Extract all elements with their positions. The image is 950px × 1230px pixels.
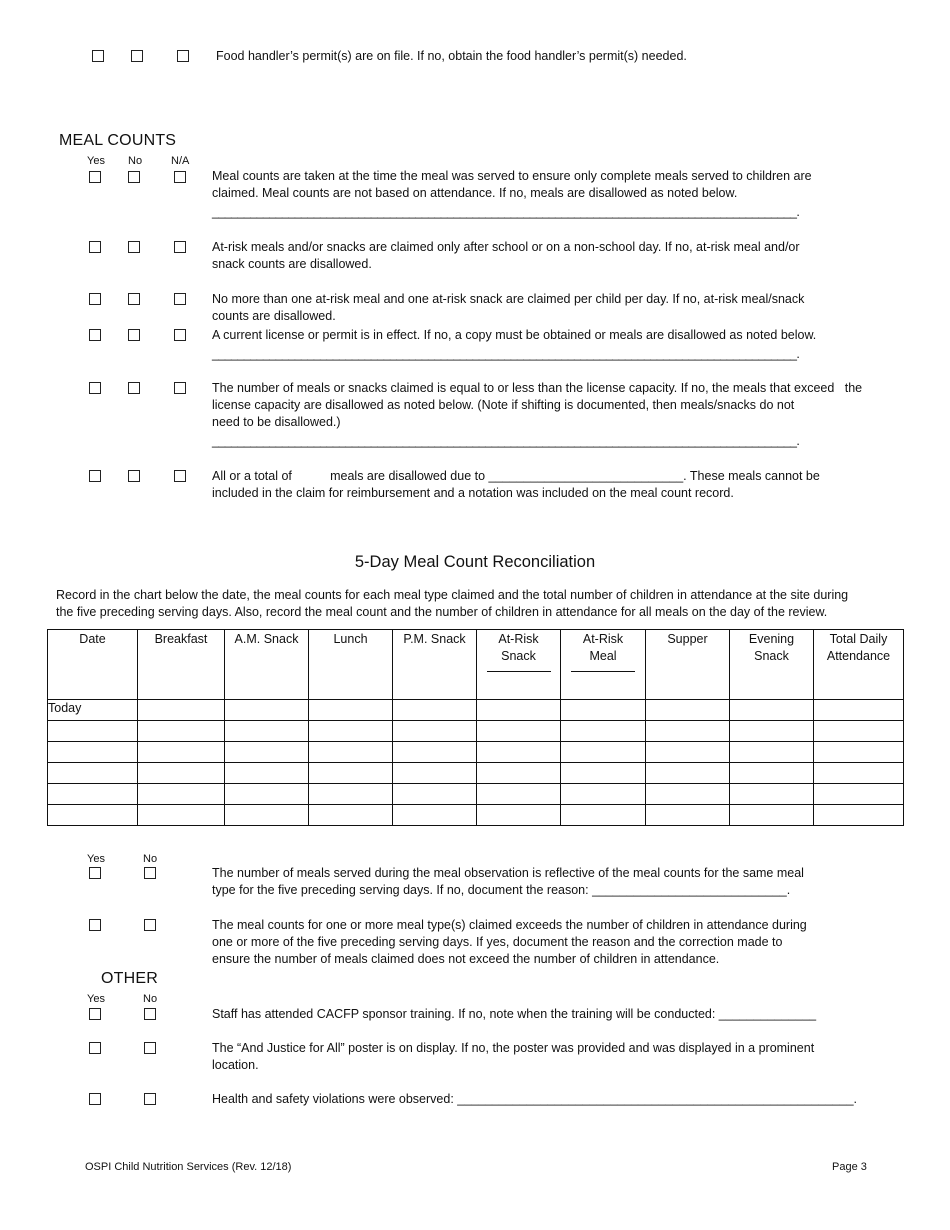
table-cell[interactable]	[225, 700, 309, 721]
other-item-2-line1: The “And Justice for All” poster is on display. If no, the poster was provided and was displayed in a prominent	[212, 1041, 815, 1055]
reconciliation-item-1-line1: The number of meals served during the meal observation is reflective of the meal counts for the same meal	[212, 866, 804, 880]
meal-counts-item-4-no-checkbox[interactable]	[128, 329, 140, 341]
meal-counts-item-6-no-checkbox[interactable]	[128, 470, 140, 482]
meal-counts-item-4-yes-checkbox[interactable]	[89, 329, 101, 341]
table-cell[interactable]	[561, 721, 646, 742]
table-row	[48, 700, 904, 721]
meal-counts-item-5-na-checkbox[interactable]	[174, 382, 186, 394]
table-cell[interactable]	[138, 742, 225, 763]
meal-counts-item-3-line1: No more than one at-risk meal and one at-risk snack are claimed per child per day. If no, at-risk meal/snack	[212, 292, 805, 306]
table-cell[interactable]	[138, 721, 225, 742]
table-cell[interactable]	[477, 700, 561, 721]
meal-counts-item-4-na-checkbox[interactable]	[174, 329, 186, 341]
table-cell[interactable]	[477, 784, 561, 805]
table-cell[interactable]	[646, 700, 730, 721]
meal-counts-yes-header: Yes	[87, 155, 105, 167]
table-cell[interactable]	[477, 742, 561, 763]
other-yes-header: Yes	[87, 993, 105, 1005]
meal-counts-item-4-line1: A current license or permit is in effect. If no, a copy must be obtained or meals are disallowed as noted below.	[212, 328, 817, 342]
other-no-header: No	[143, 993, 158, 1005]
col-header-evening-snack: Evening Snack	[730, 630, 814, 700]
table-cell[interactable]	[730, 784, 814, 805]
permit-na-checkbox[interactable]	[177, 50, 189, 62]
reconciliation-item-2-line3: ensure the number of meals claimed does not exceed the number of children in attendance.	[212, 952, 720, 966]
table-cell[interactable]	[138, 805, 225, 826]
meal-counts-item-6-line1: All or a total of meals are disallowed due to ____________________________. These meals cannot be	[212, 469, 820, 483]
meal-counts-item-1-yes-checkbox[interactable]	[89, 171, 101, 183]
table-cell[interactable]	[48, 721, 138, 742]
table-cell[interactable]	[561, 763, 646, 784]
footer-page-number: Page 3	[832, 1161, 867, 1173]
other-item-3-line1: Health and safety violations were observed: _________________________________________________________.	[212, 1092, 858, 1106]
table-cell[interactable]	[309, 700, 393, 721]
meal-counts-item-1-line2: claimed. Meal counts are not based on attendance. If no, meals are disallowed as noted below.	[212, 186, 738, 200]
col-header-am-snack: A.M. Snack	[225, 630, 309, 700]
table-cell[interactable]	[730, 742, 814, 763]
table-cell[interactable]	[393, 805, 477, 826]
table-cell[interactable]	[730, 700, 814, 721]
table-row	[48, 721, 904, 742]
reconciliation-no-header: No	[143, 853, 158, 865]
reconciliation-intro-line2: the five preceding serving days. Also, record the meal count and the number of children in attendance for all meals on the day of the review.	[56, 605, 828, 619]
col-header-total-daily-attendance: Total Daily Attendance	[814, 630, 904, 700]
meal-counts-item-4-blank: ____________________________________________________________________________________________.	[212, 347, 800, 361]
reconciliation-item-2-no-checkbox[interactable]	[144, 919, 156, 931]
permit-text: Food handler’s permit(s) are on file. If no, obtain the food handler’s permit(s) needed.	[216, 49, 687, 63]
table-cell[interactable]	[814, 805, 904, 826]
other-item-1-line1: Staff has attended CACFP sponsor training. If no, note when the training will be conducted: ______________	[212, 1007, 817, 1021]
table-cell[interactable]	[309, 784, 393, 805]
reconciliation-item-2-line1: The meal counts for one or more meal type(s) claimed exceeds the number of children in attendance during	[212, 918, 807, 932]
col-header-supper: Supper	[646, 630, 730, 700]
table-cell[interactable]	[393, 763, 477, 784]
table-cell[interactable]	[48, 763, 138, 784]
table-cell[interactable]	[309, 805, 393, 826]
meal-counts-na-header: N/A	[171, 155, 190, 167]
table-cell[interactable]	[561, 784, 646, 805]
table-cell[interactable]	[309, 721, 393, 742]
meal-counts-item-2-yes-checkbox[interactable]	[89, 241, 101, 253]
reconciliation-item-1-yes-checkbox[interactable]	[89, 867, 101, 879]
meal-counts-item-2-line1: At-risk meals and/or snacks are claimed only after school or on a non-school day. If no, at-risk meal and/or	[212, 240, 800, 254]
col-header-lunch: Lunch	[309, 630, 393, 700]
meal-counts-item-3-yes-checkbox[interactable]	[89, 293, 101, 305]
other-item-2-yes-checkbox[interactable]	[89, 1042, 101, 1054]
meal-counts-item-1-line1: Meal counts are taken at the time the meal was served to ensure only complete meals served to children are	[212, 169, 812, 183]
table-cell[interactable]	[814, 700, 904, 721]
reconciliation-yes-header: Yes	[87, 853, 105, 865]
meal-counts-item-3-line2: counts are disallowed.	[212, 309, 336, 323]
table-row	[48, 784, 904, 805]
other-item-2-no-checkbox[interactable]	[144, 1042, 156, 1054]
reconciliation-item-1-no-checkbox[interactable]	[144, 867, 156, 879]
table-cell[interactable]	[48, 784, 138, 805]
reconciliation-item-2-line2: one or more of the five preceding serving days. If yes, document the reason and the correction made to	[212, 935, 783, 949]
today-label: Today	[48, 701, 82, 715]
meal-counts-item-1-blank: ____________________________________________________________________________________________.	[212, 205, 800, 219]
col-header-at-risk-snack: At-Risk Snack	[477, 630, 561, 700]
table-cell[interactable]	[730, 721, 814, 742]
table-cell[interactable]	[225, 742, 309, 763]
table-cell[interactable]	[561, 805, 646, 826]
table-cell[interactable]	[646, 763, 730, 784]
other-item-3-yes-checkbox[interactable]	[89, 1093, 101, 1105]
table-cell[interactable]	[138, 784, 225, 805]
table-row	[48, 805, 904, 826]
at-risk-meal-blank[interactable]	[571, 671, 635, 672]
meal-counts-item-5-line3: need to be disallowed.)	[212, 415, 341, 429]
meal-counts-item-5-blank: ____________________________________________________________________________________________.	[212, 434, 800, 448]
table-cell[interactable]	[309, 763, 393, 784]
other-item-2-line2: location.	[212, 1058, 259, 1072]
table-cell[interactable]	[48, 805, 138, 826]
meal-counts-heading: MEAL COUNTS	[59, 132, 177, 149]
table-cell[interactable]	[646, 742, 730, 763]
col-header-at-risk-meal: At-Risk Meal	[561, 630, 646, 700]
table-cell[interactable]	[477, 721, 561, 742]
table-cell[interactable]	[225, 721, 309, 742]
table-cell[interactable]	[309, 742, 393, 763]
table-cell[interactable]	[393, 784, 477, 805]
meal-counts-item-3-na-checkbox[interactable]	[174, 293, 186, 305]
table-cell[interactable]	[48, 742, 138, 763]
meal-counts-item-2-line2: snack counts are disallowed.	[212, 257, 372, 271]
table-cell[interactable]	[393, 721, 477, 742]
meal-counts-item-5-yes-checkbox[interactable]	[89, 382, 101, 394]
table-cell[interactable]	[561, 700, 646, 721]
table-cell[interactable]	[225, 784, 309, 805]
table-cell[interactable]	[814, 784, 904, 805]
meal-counts-item-5-line2: license capacity are disallowed as noted below. (Note if shifting is documented, then meals/snacks do not	[212, 398, 795, 412]
table-cell[interactable]	[225, 763, 309, 784]
table-cell[interactable]	[225, 805, 309, 826]
meal-counts-item-5-line1: The number of meals or snacks claimed is equal to or less than the license capacity. If no, the meals that exceed the	[212, 381, 863, 395]
meal-counts-item-2-na-checkbox[interactable]	[174, 241, 186, 253]
table-cell[interactable]	[393, 742, 477, 763]
footer-revision: OSPI Child Nutrition Services (Rev. 12/18)	[85, 1161, 292, 1173]
other-item-3-no-checkbox[interactable]	[144, 1093, 156, 1105]
table-cell[interactable]	[646, 784, 730, 805]
meal-counts-item-6-yes-checkbox[interactable]	[89, 470, 101, 482]
meal-counts-item-6-line2: included in the claim for reimbursement and a notation was included on the meal count record.	[212, 486, 734, 500]
meal-counts-item-3-no-checkbox[interactable]	[128, 293, 140, 305]
other-heading: OTHER	[101, 970, 158, 987]
reconciliation-intro-line1: Record in the chart below the date, the meal counts for each meal type claimed and the total number of children in attendance at the site during	[56, 588, 849, 602]
meal-count-table	[47, 629, 904, 826]
table-row	[48, 763, 904, 784]
table-cell[interactable]	[814, 742, 904, 763]
table-cell[interactable]	[561, 742, 646, 763]
meal-counts-item-1-na-checkbox[interactable]	[174, 171, 186, 183]
table-cell[interactable]	[477, 763, 561, 784]
other-item-1-no-checkbox[interactable]	[144, 1008, 156, 1020]
table-cell[interactable]	[730, 763, 814, 784]
other-item-1-yes-checkbox[interactable]	[89, 1008, 101, 1020]
table-cell[interactable]	[814, 721, 904, 742]
permit-yes-checkbox[interactable]	[92, 50, 104, 62]
meal-counts-item-1-no-checkbox[interactable]	[128, 171, 140, 183]
table-cell[interactable]	[138, 763, 225, 784]
table-header-row	[48, 630, 904, 700]
col-header-breakfast: Breakfast	[138, 630, 225, 700]
table-cell[interactable]	[48, 700, 138, 721]
table-cell[interactable]	[477, 805, 561, 826]
reconciliation-item-1-line2: type for the five preceding serving days. If no, document the reason: ____________________________.	[212, 883, 791, 897]
table-cell[interactable]	[814, 763, 904, 784]
table-row	[48, 742, 904, 763]
table-cell[interactable]	[646, 721, 730, 742]
meal-counts-item-2-no-checkbox[interactable]	[128, 241, 140, 253]
reconciliation-item-2-yes-checkbox[interactable]	[89, 919, 101, 931]
reconciliation-title: 5-Day Meal Count Reconciliation	[354, 553, 596, 571]
col-header-pm-snack: P.M. Snack	[393, 630, 477, 700]
col-header-date: Date	[48, 630, 138, 700]
meal-counts-no-header: No	[128, 155, 143, 167]
table-cell[interactable]	[393, 700, 477, 721]
at-risk-snack-blank[interactable]	[487, 671, 551, 672]
meal-counts-item-6-na-checkbox[interactable]	[174, 470, 186, 482]
permit-no-checkbox[interactable]	[131, 50, 143, 62]
meal-counts-item-5-no-checkbox[interactable]	[128, 382, 140, 394]
table-cell[interactable]	[646, 805, 730, 826]
table-cell[interactable]	[138, 700, 225, 721]
table-cell[interactable]	[730, 805, 814, 826]
